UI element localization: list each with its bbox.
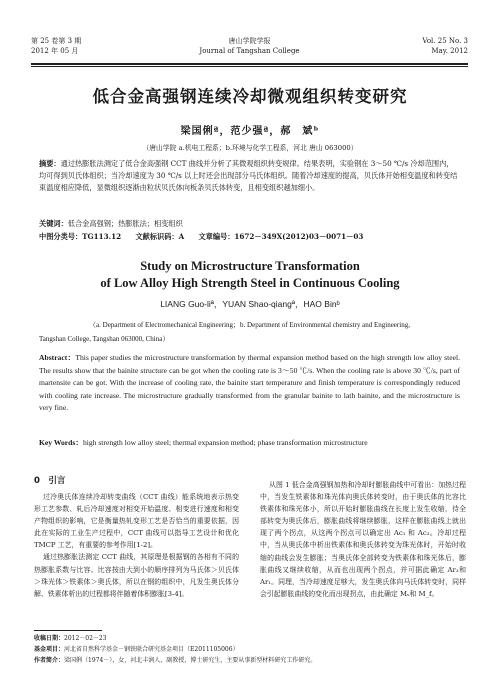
keywords-cn [39, 218, 460, 230]
footnote-received: 收稿日期：2012－02－23 [34, 635, 107, 642]
keywords-en-label: Key Words： [39, 438, 83, 447]
affiliation-cn: （唐山学院 a.机电工程系；b.环境与化学工程系，河北 唐山 063000） [142, 144, 358, 152]
journal-name-en: Journal of Tangshan College [199, 47, 300, 55]
footnote-rule [34, 630, 102, 631]
abstract-cn [39, 158, 460, 194]
paper-title-en [0, 258, 500, 292]
journal-name-cn: 唐山学院学报 [228, 37, 271, 45]
issue-date: 2012 年 05 月 [31, 47, 79, 55]
column-left [34, 474, 239, 600]
header-rule-thin [31, 66, 468, 67]
affiliation-en-line2: Tangshan College, Tangshan 063000, China） [39, 335, 170, 343]
affiliation-en-line1: （a. Department of Electromechanical Engineering；b. Department of Environmental chemistry and Engineering, [89, 321, 410, 329]
keywords-en-text: high strength low alloy steel; thermal expansion method; phase transformation microstructure [82, 438, 368, 447]
abstract-en-text: This paper studies the microstructure transformation by thermal expansion method based on the high strength low alloy steel. The results show that the bainite structure can be got when the cooling rate is 3～50 ℃/s. When the cooling rate is above 30 ℃/s, part of martensite can be got. With the increase of cooling rate, the bainite start temperature and finish temperature is correspondingly reduced with cooling rate increase. The microstructure gradually transformed from the granular bainite to lath bainite, and the microstructure is very fine. [39, 353, 460, 413]
abstract-en-label: Abstract： [39, 353, 76, 362]
paper-title-en-line2: of Low Alloy High Strength Steel in Continuous Cooling [100, 276, 400, 290]
issue-info-en [422, 36, 468, 56]
header-rule-thick [31, 63, 468, 65]
authors-en: LIANG Guo-liª，YUAN Shao-qiangª，HAO Binᵇ [160, 299, 340, 309]
footnote-author: 作者简介：梁国俐（1974－），女，河北丰润人，副教授，博士研究生，主要从事新型材料研究工作研究。 [34, 657, 317, 664]
running-header [31, 36, 468, 62]
clc-code: 中图分类号：TG113.12 [39, 232, 122, 241]
abstract-cn-text: 通过热膨胀法测定了低合金高强钢 CCT 曲线并分析了其微观组织转变规律。结果表明，实验钢在 3～50 ℃/s 冷却范围内，均可得到贝氏体组织；当冷却速度为 30 ℃/s 以上时还会出现部分马氏体组织。随着冷却速度的提高，贝氏体开始相变温度和转变结束温度相应降低，显微组织逐渐由粒状贝氏体向板条贝氏体转变，且相变组织越加细小。 [39, 159, 458, 192]
affiliation-en [39, 318, 460, 346]
section-heading-intro: 0 引言 [34, 476, 66, 486]
intro-paragraph-1: 过冷奥氏体连续冷却转变曲线（CCT 曲线）能系统地表示热变形工艺参数、轧后冷却速度对相变开始温度、相变进行速度和相变产物组织的影响，它是衡量热轧变形工艺是否恰当的重要依据，因此在实际的工业生产过程中，CCT 曲线可以指导工艺设计和优化 TMCP 工艺，有重要的参考作用[1-2]。 [34, 493, 239, 550]
issue-date-en: May. 2012 [431, 47, 468, 55]
journal-name [31, 36, 468, 56]
paper-title-cn: 低合金高强钢连续冷却微观组织转变研究 [92, 87, 408, 106]
volume-issue: 第 25 卷第 3 期 [31, 37, 82, 45]
right-column-paragraph: 从图 1 低合金高强钢加热和冷却时膨胀曲线中可看出：加热过程中，当发生铁素体和珠光体向奥氏体转变时，由于奥氏体的比容比铁素体和珠光体小，所以开始时膨胀曲线在长度上发生收缩，待全部转变为奥氏体后，膨胀曲线将继续膨胀，这样在膨胀曲线上就出现了两个拐点，从这两个拐点可以确定出 Ac₁ 和 Ac₃。冷却过程中，当从奥氏体中析出铁素体和奥氏体转变为珠光体时，开始时收缩的曲线会发生膨胀；当奥氏体全部转变为铁素体和珠光体后，膨胀曲线又继续收缩，从而也出现两个拐点，并可据此确定 Ar₃和 Ar₁。同理，当冷却速度足够大，发生奥氏体向马氏体转变时，同样会引起膨胀曲线的变化而出现拐点，由此确定 Mₛ和 M_f。 [260, 481, 466, 598]
keywords-cn-text: 低合金高强钢；热膨胀法；相变组织 [67, 219, 183, 228]
footnote-fund: 基金项目：河北省自然科学基金－钢铁联合研究基金项目（E2011105006） [34, 646, 239, 653]
keywords-en [39, 437, 460, 450]
authors-cn: 梁国俐ª，范少强ª，郝 斌ᵇ [180, 126, 320, 137]
volume-issue-en: Vol. 25 No. 3 [422, 37, 468, 45]
abstract-cn-label: 摘要： [39, 159, 61, 168]
intro-paragraph-2: 通过热膨胀法测定 CCT 曲线，其原理是根据钢的各相有不同的热膨胀系数与比容。比容按由大到小的顺序排列为马氏体＞贝氏体＞珠光体＞铁素体＞奥氏体，所以在钢的组织中，凡发生奥氏体分解、铁素体析出的过程都将伴随着体积膨胀[3-4]。 [34, 553, 239, 598]
column-right [260, 479, 466, 600]
paper-title-en-line1: Study on Microstructure Transformation [140, 259, 360, 273]
abstract-en [39, 352, 460, 415]
classification-cn [39, 231, 460, 243]
keywords-cn-label: 关键词： [39, 219, 68, 228]
doc-code: 文献标识码：A [135, 232, 185, 241]
article-id: 文章编号：1672－349X(2012)03－0071－03 [198, 232, 364, 241]
